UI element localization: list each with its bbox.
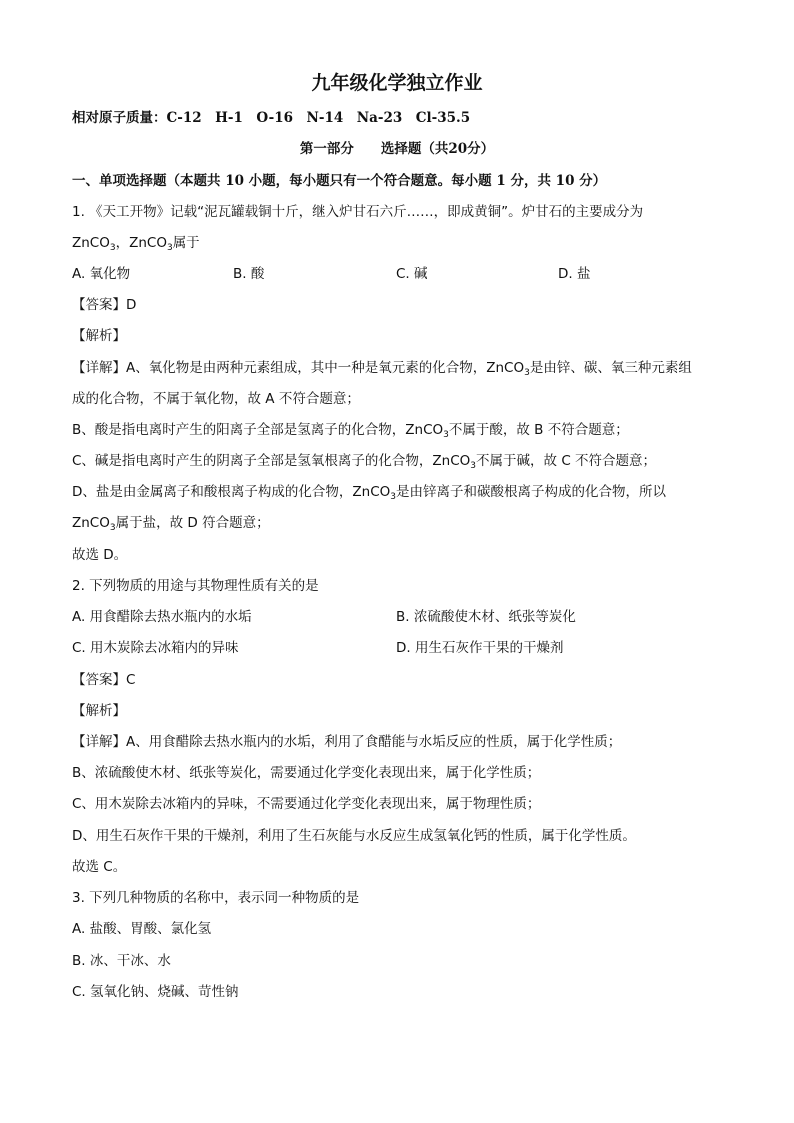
subscript: 3 xyxy=(390,492,396,502)
detail-text: 不属于酸，故 B 不符合题意； xyxy=(448,422,629,438)
formula-text: ZnCO xyxy=(72,235,110,251)
q1-detail-line-5 xyxy=(72,482,666,502)
stem-text: 属于 xyxy=(172,235,200,251)
detail-text: 属于盐，故 D 符合题意； xyxy=(115,515,270,531)
section-heading: 一、单项选择题（本题共 10 小题，每小题只有一个符合题意。每小题 1 分，共 10 分） xyxy=(72,173,607,189)
q1-answer: 【答案】D xyxy=(72,297,137,313)
detail-text: D、盐是由金属离子和酸根离子构成的化合物，ZnCO xyxy=(72,484,391,500)
q1-detail-line-3 xyxy=(72,420,629,440)
q2-stem: 2. 下列物质的用途与其物理性质有关的是 xyxy=(72,578,319,594)
q2-detail-line-4: D、用生石灰作干果的干燥剂，利用了生石灰能与水反应生成氢氧化钙的性质，属于化学性质。 xyxy=(72,828,636,844)
q2-option-c: C. 用木炭除去冰箱内的异味 xyxy=(72,640,239,656)
formula-text: ZnCO xyxy=(72,515,110,531)
subscript: 3 xyxy=(470,461,477,471)
q1-option-a: A. 氧化物 xyxy=(72,266,131,282)
detail-text: B、酸是指电离时产生的阳离子全部是氢离子的化合物，ZnCO xyxy=(72,422,444,438)
atomic-masses-line: 相对原子质量：C-12 H-1 O-16 N-14 Na-23 Cl-35.5 xyxy=(72,110,471,126)
q1-stem-line-1: 1. 《天工开物》记载“泥瓦罐载铜十斤，继入炉甘石六斤……，即成黄铜”。炉甘石的主要成分为 xyxy=(72,204,644,220)
subscript: 3 xyxy=(166,243,173,253)
q2-option-a: A. 用食醋除去热水瓶内的水垢 xyxy=(72,609,252,625)
q2-answer: 【答案】C xyxy=(72,672,136,688)
q1-option-b: B. 酸 xyxy=(233,266,265,282)
q3-stem: 3. 下列几种物质的名称中，表示同一种物质的是 xyxy=(72,890,360,906)
q2-analysis-label: 【解析】 xyxy=(72,703,126,719)
detail-text: 是由锌、碳、氧三种元素组 xyxy=(529,360,692,376)
page-title: 九年级化学独立作业 xyxy=(311,72,483,94)
q2-detail-line-2: B、浓硫酸使木材、纸张等炭化，需要通过化学变化表现出来，属于化学性质； xyxy=(72,765,541,781)
q1-detail-line-6 xyxy=(72,513,270,533)
subscript: 3 xyxy=(443,430,449,440)
formula-text: ，ZnCO xyxy=(115,235,167,251)
q3-option-c: C. 氢氧化钠、烧碱、苛性钠 xyxy=(72,984,239,1000)
q2-option-b: B. 浓硫酸使木材、纸张等炭化 xyxy=(396,609,576,625)
detail-text: 是由锌离子和碳酸根离子构成的化合物，所以 xyxy=(396,484,666,500)
subscript: 3 xyxy=(109,523,116,533)
q2-conclusion: 故选 C。 xyxy=(72,859,127,875)
detail-text: 不属于碱，故 C 不符合题意； xyxy=(476,453,657,469)
part-heading: 第一部分 选择题（共20分） xyxy=(299,141,495,157)
q1-detail-line-4 xyxy=(72,451,656,471)
detail-text: 【详解】A、氧化物是由两种元素组成，其中一种是氧元素的化合物，ZnCO xyxy=(72,360,525,376)
q1-detail-line-1 xyxy=(72,358,692,378)
q1-option-d: D. 盐 xyxy=(558,266,591,282)
q3-option-a: A. 盐酸、胃酸、氯化氢 xyxy=(72,921,212,937)
q1-stem-line-2 xyxy=(72,233,200,253)
q2-option-d: D. 用生石灰作干果的干燥剂 xyxy=(396,640,564,656)
q2-detail-line-3: C、用木炭除去冰箱内的异味，不需要通过化学变化表现出来，属于物理性质； xyxy=(72,796,541,812)
q3-option-b: B. 冰、干冰、水 xyxy=(72,953,171,969)
q1-conclusion: 故选 D。 xyxy=(72,547,128,563)
q1-option-c: C. 碱 xyxy=(396,266,428,282)
detail-text: C、碱是指电离时产生的阴离子全部是氢氧根离子的化合物，ZnCO xyxy=(72,453,471,469)
q2-detail-line-1: 【详解】A、用食醋除去热水瓶内的水垢，利用了食醋能与水垢反应的性质，属于化学性质； xyxy=(72,734,622,750)
subscript: 3 xyxy=(524,368,530,378)
q1-analysis-label: 【解析】 xyxy=(72,328,126,344)
subscript: 3 xyxy=(109,243,116,253)
q1-detail-line-2: 成的化合物，不属于氧化物，故 A 不符合题意； xyxy=(72,391,360,407)
